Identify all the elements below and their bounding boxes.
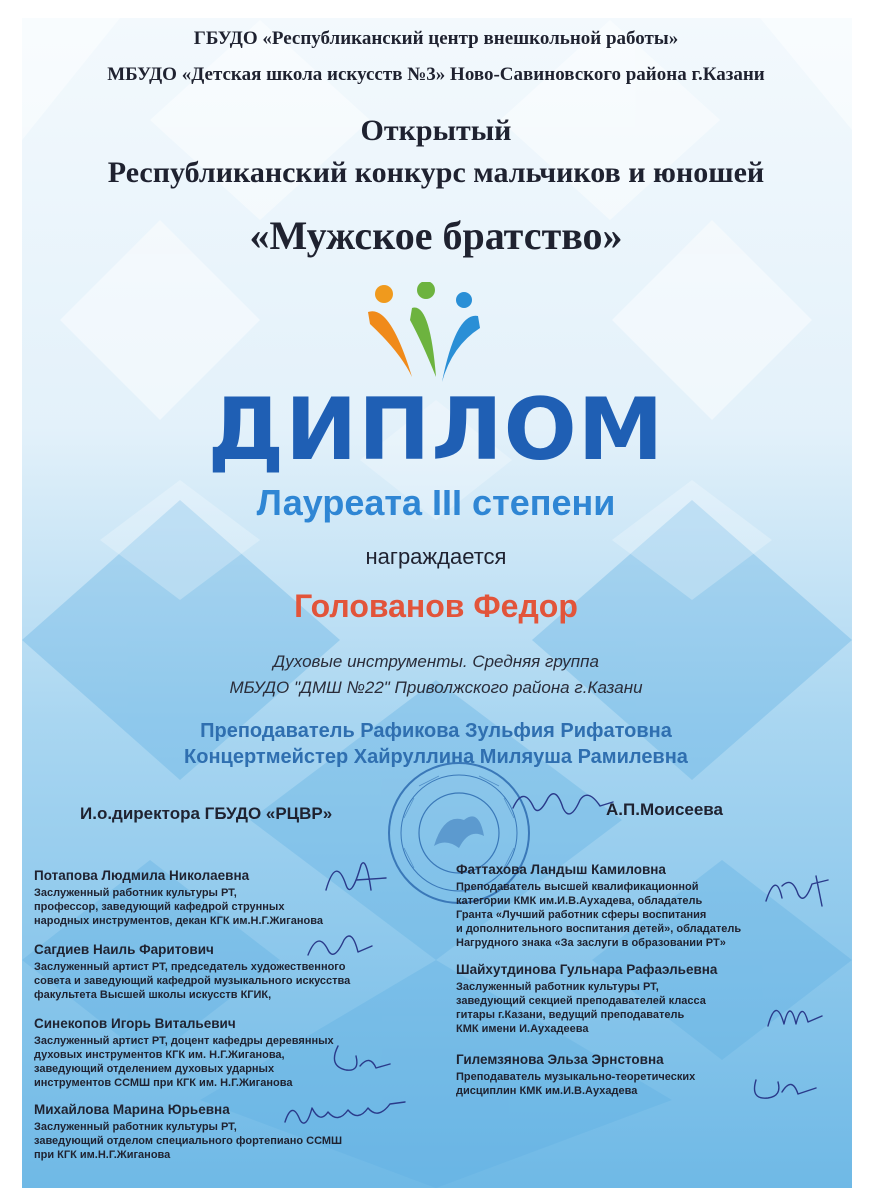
jury-right-1-desc: Преподаватель высшей квалификационной категории КМК им.И.В.Аухадева, обладатель Гранта «Лучший работник сферы воспитания и дополнительного воспитания детей», обладатель Нагрудного знака «За заслуги в образовании РТ» — [456, 881, 742, 949]
director-signature — [508, 778, 618, 828]
jury-left-4-name: Михайлова Марина Юрьевна — [34, 1102, 230, 1117]
director-name: А.П.Моисеева — [606, 800, 723, 819]
school: МБУДО "ДМШ №22" Приволжского района г.Казани — [229, 678, 643, 697]
jury-right-2-desc: Заслуженный работник культуры РТ, заведующий секцией преподавателей класса гитары г.Казани, ведущий преподаватель КМК имени И.Аухадеева — [456, 981, 706, 1035]
jury-signature-2 — [300, 920, 380, 970]
jury-signature-5 — [756, 866, 836, 916]
jury-right-3-desc: Преподаватель музыкально-теоретических дисциплин КМК им.И.В.Аухадева — [456, 1071, 696, 1097]
jury-left-3-desc: Заслуженный артист РТ, доцент кафедры деревянных духовых инструментов КГК им. Н.Г.Жиганова, заведующий отделением духовых ударных инструментов ССМШ при КГК им. Н.Г.Жиганова — [34, 1035, 334, 1089]
jury-signature-4 — [280, 1094, 410, 1134]
recipient-name: Голованов Федор — [294, 588, 578, 624]
jury-left-1-desc: Заслуженный работник культуры РТ, профессор, заведующий кафедрой струнных народных инструментов, декан КГК им.Н.Г.Жиганова — [34, 887, 323, 927]
director-title: И.о.директора ГБУДО «РЦВР» — [80, 804, 333, 823]
nomination: Духовые инструменты. Средняя группа — [273, 652, 599, 671]
contest-title-line-1: Открытый — [360, 114, 512, 147]
laureate-degree: Лауреата III степени — [256, 482, 616, 523]
teacher: Преподаватель Рафикова Зульфия Рифатовна — [200, 720, 672, 742]
contest-name: «Мужское братство» — [249, 213, 623, 258]
three-figures-logo-icon — [360, 282, 510, 392]
awarded-text: награждается — [365, 544, 507, 569]
organizer-line-1: ГБУДО «Республиканский центр внешкольной работы» — [193, 28, 679, 49]
jury-left-3-name: Синекопов Игорь Витальевич — [34, 1016, 236, 1031]
jury-left-2-name: Сагдиев Наиль Фаритович — [34, 942, 214, 957]
accompanist: Концертмейстер Хайруллина Миляуша Рамилевна — [184, 746, 688, 768]
jury-left-4-desc: Заслуженный работник культуры РТ, заведующий отделом специального фортепиано ССМШ при КГК им.Н.Г.Жиганова — [34, 1121, 343, 1161]
jury-left-1-name: Потапова Людмила Николаевна — [34, 868, 250, 883]
jury-left-2-desc: Заслуженный артист РТ, председатель художественного совета и заведующий кафедрой музыкального искусства факультета Высшей школы искусств КГИК, — [34, 961, 351, 1001]
jury-right-2-name: Шайхутдинова Гульнара Рафаэльевна — [456, 962, 718, 977]
jury-signature-6 — [760, 986, 830, 1036]
jury-right-1-name: Фаттахова Ландыш Камиловна — [456, 862, 666, 877]
jury-signature-7 — [746, 1060, 826, 1110]
jury-right-3-name: Гилемзянова Эльза Эрнстовна — [456, 1052, 664, 1067]
jury-signature-3 — [326, 1036, 396, 1081]
jury-signature-1 — [316, 850, 396, 910]
organizer-line-2: МБУДО «Детская школа искусств №3» Ново-Савиновского района г.Казани — [107, 64, 765, 85]
diploma-heading: ДИПЛОМ — [207, 380, 665, 480]
contest-title-line-2: Республиканский конкурс мальчиков и юношей — [107, 156, 765, 189]
